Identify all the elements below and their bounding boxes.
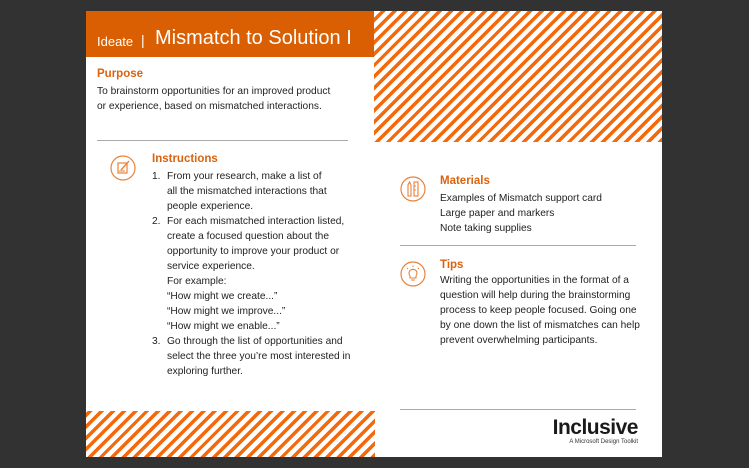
divider xyxy=(400,409,636,410)
purpose-text: To brainstorm opportunities for an improved product or experience, based on mismatched interactions. xyxy=(97,86,331,112)
separator: | xyxy=(141,32,145,48)
instructions-heading: Instructions xyxy=(152,153,218,165)
material-item: Examples of Mismatch support card xyxy=(440,193,602,204)
instruction-item: 3. Go through the list of opportunities and select the three you’re most interested in exploring further. xyxy=(152,336,351,377)
section-label: Ideate xyxy=(97,34,134,49)
card-title: Mismatch to Solution I xyxy=(155,27,352,49)
instruction-item: 2. For each mismatched interaction listed, create a focused question about the opportunity to improve your product or service experience. For example: “How might we create...” “How might we improve...” “How might we enable...” xyxy=(152,216,345,332)
tips-heading: Tips xyxy=(440,259,464,271)
stripe-pattern-top-right xyxy=(374,11,662,142)
brand-name: Inclusive xyxy=(552,416,638,439)
pencil-edit-icon xyxy=(110,155,136,181)
divider xyxy=(97,140,348,141)
purpose-heading: Purpose xyxy=(97,68,144,80)
brand-tagline: A Microsoft Design Toolkit xyxy=(569,439,638,445)
divider xyxy=(400,245,636,246)
material-item: Note taking supplies xyxy=(440,223,532,234)
toolkit-card xyxy=(86,11,662,457)
instructions-list xyxy=(152,169,372,379)
stripe-pattern-bottom-left xyxy=(86,411,375,457)
material-item: Large paper and markers xyxy=(440,208,555,219)
pencil-ruler-icon xyxy=(400,176,426,202)
instruction-item: 1. From your research, make a list of all the mismatched interactions that people experience. xyxy=(152,171,327,212)
brand-logo xyxy=(553,417,638,445)
materials-list xyxy=(440,191,650,236)
tips-text: Writing the opportunities in the format of a question will help during the brainstorming process to keep people focused. Going one by one down the list of mismatches can help prevent overwhelming participants. xyxy=(440,275,640,346)
lightbulb-icon xyxy=(400,261,426,287)
card-header xyxy=(86,11,374,57)
materials-heading: Materials xyxy=(440,175,490,187)
